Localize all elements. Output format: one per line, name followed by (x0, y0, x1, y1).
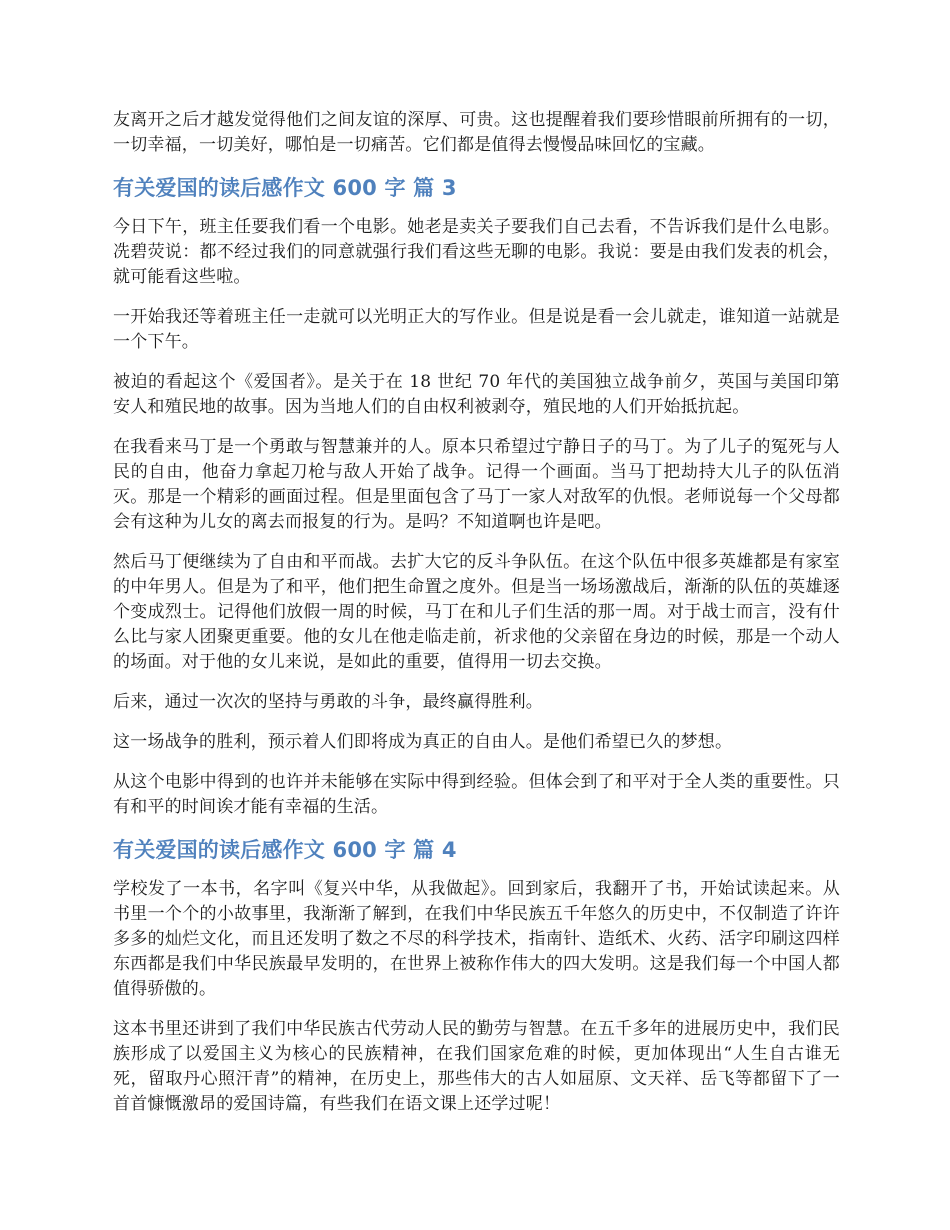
paragraph: 友离开之后才越发觉得他们之间友谊的深厚、可贵。这也提醒着我们要珍惜眼前所拥有的一切，一切幸福，一切美好，哪怕是一切痛苦。它们都是值得去慢慢品味回忆的宝藏。 (113, 110, 840, 155)
section-heading: 有关爱国的读后感作文 600 字 篇 3 (113, 176, 457, 200)
paragraph: 然后马丁便继续为了自由和平而战。去扩大它的反斗争队伍。在这个队伍中很多英雄都是有家室的中年男人。但是为了和平，他们把生命置之度外。但是当一场场激战后，渐渐的队伍的英雄逐个变成烈士。记得他们放假一周的时候，马丁在和儿子们生活的那一周。对于战士而言，没有什么比与家人团聚更重要。他的女儿在他走临走前，祈求他的父亲留在身边的时候，那是一个动人的场面。对于他的女儿来说，是如此的重要，值得用一切去交换。 (113, 552, 840, 672)
section-heading: 有关爱国的读后感作文 600 字 篇 4 (113, 838, 457, 862)
paragraph: 今日下午，班主任要我们看一个电影。她老是卖关子要我们自己去看，不告诉我们是什么电影。冼碧荧说：都不经过我们的同意就强行我们看这些无聊的电影。我说：要是由我们发表的机会，就可能看这些啦。 (113, 217, 840, 287)
paragraph: 在我看来马丁是一个勇敢与智慧兼并的人。原本只希望过宁静日子的马丁。为了儿子的冤死与人民的自由，他奋力拿起刀枪与敌人开始了战争。记得一个画面。当马丁把劫持大儿子的队伍消灭。那是一个精彩的画面过程。但是里面包含了马丁一家人对敌军的仇恨。老师说每一个父母都会有这种为儿女的离去而报复的行为。是吗？不知道啊也许是吧。 (113, 437, 840, 532)
paragraph: 这一场战争的胜利，预示着人们即将成为真正的自由人。是他们希望已久的梦想。 (113, 732, 733, 752)
paragraph: 一开始我还等着班主任一走就可以光明正大的写作业。但是说是看一会儿就走，谁知道一站就是一个下午。 (113, 307, 840, 352)
document-page (113, 108, 840, 1132)
paragraph: 这本书里还讲到了我们中华民族古代劳动人民的勤劳与智慧。在五千多年的进展历史中，我们民族形成了以爱国主义为核心的民族精神，在我们国家危难的时候，更加体现出“人生自古谁无死，留取丹心照汗青”的精神，在历史上，那些伟大的古人如屈原、文天祥、岳飞等都留下了一首首慷慨激昂的爱国诗篇，有些我们在语文课上还学过呢！ (113, 1019, 840, 1114)
paragraph: 被迫的看起这个《爱国者》。是关于在 18 世纪 70 年代的美国独立战争前夕，英国与美国印第安人和殖民地的故事。因为当地人们的自由权利被剥夺，殖民地的人们开始抵抗起。 (113, 372, 840, 417)
paragraph: 学校发了一本书，名字叫《复兴中华，从我做起》。回到家后，我翻开了书，开始试读起来。从书里一个个的小故事里，我渐渐了解到，在我们中华民族五千年悠久的历史中，不仅制造了许许多多的灿烂文化，而且还发明了数之不尽的科学技术，指南针、造纸术、火药、活字印刷这四样东西都是我们中华民族最早发明的，在世界上被称作伟大的四大发明。这是我们每一个中国人都值得骄傲的。 (113, 879, 840, 999)
paragraph: 后来，通过一次次的坚持与勇敢的斗争，最终赢得胜利。 (113, 692, 543, 712)
paragraph: 从这个电影中得到的也许并未能够在实际中得到经验。但体会到了和平对于全人类的重要性。只有和平的时间诶才能有幸福的生活。 (113, 772, 840, 817)
